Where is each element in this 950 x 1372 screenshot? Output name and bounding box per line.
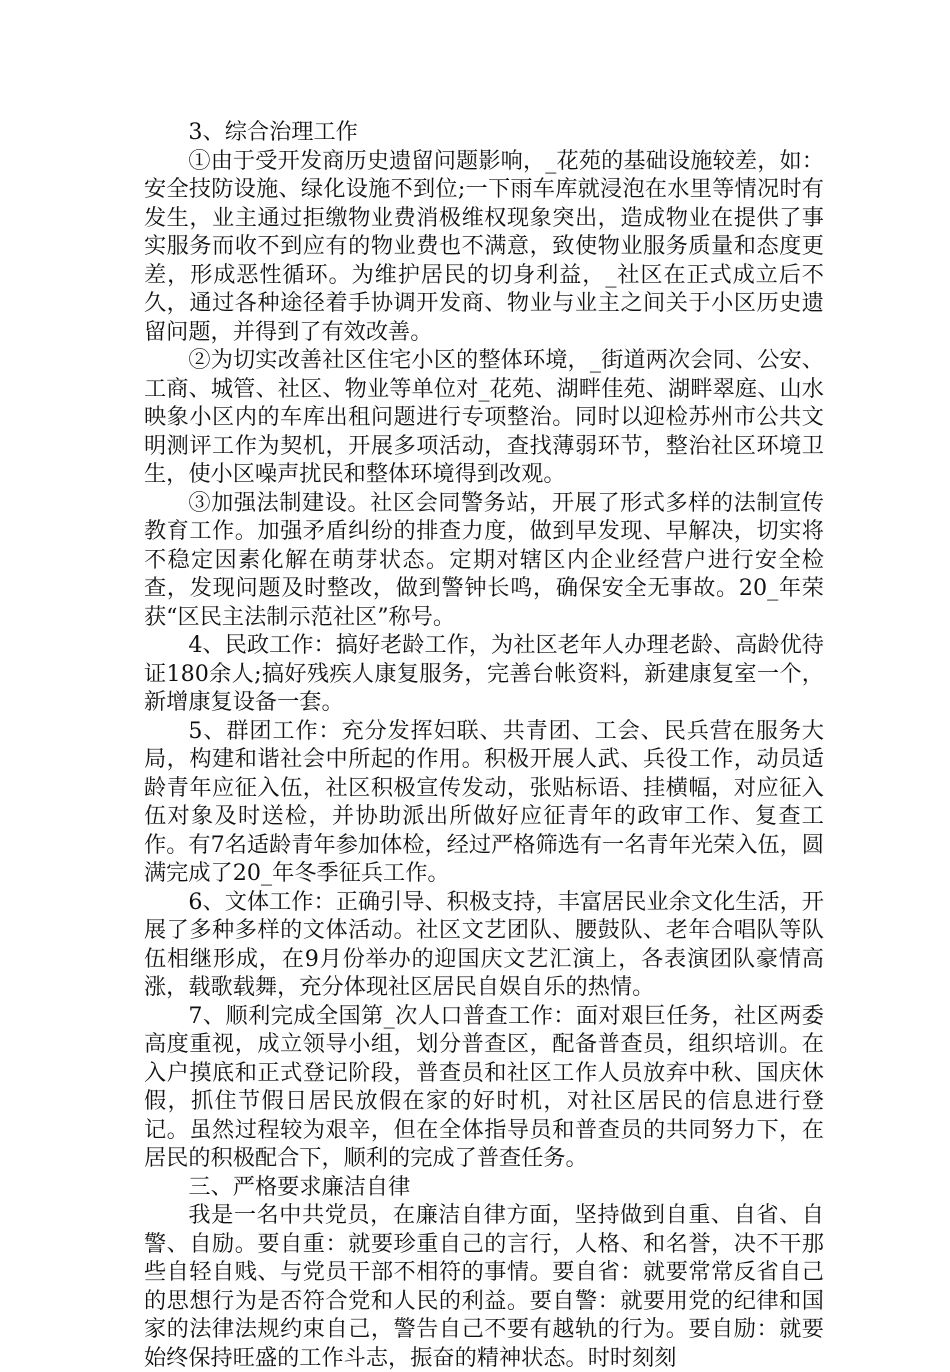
paragraph-census: 7、顺利完成全国第_次人口普查工作：面对艰巨任务，社区两委高度重视，成立领导小组，划分普查区，配备普查员，组织培训。在入户摸底和正式登记阶段，普查员和社区工作人员放弃中秋、国庆休假，抓住节假日居民放假在家的好时机，对社区居民的信息进行登记。虽然过程较为艰辛，但在全体指导员和普查员的共同努力下，在居民的积极配合下，顺利的完成了普查任务。 <box>144 1002 824 1171</box>
paragraph-governance-item-3: ③加强法制建设。社区会同警务站，开展了形式多样的法制宣传教育工作。加强矛盾纠纷的排查力度，做到早发现、早解决，切实将不稳定因素化解在萌芽状态。定期对辖区内企业经营户进行安全检查，发现问题及时整改，做到警钟长鸣，确保安全无事故。20_年荣获“区民主法制示范社区”称号。 <box>144 489 824 630</box>
paragraph-culture-sports: 6、文体工作：正确引导、积极支持，丰富居民业余文化生活，开展了多种多样的文体活动。社区文艺团队、腰鼓队、老年合唱队等队伍相继形成，在9月份举办的迎国庆文艺汇演上，各表演团队豪情高涨，载歌载舞，充分体现社区居民自娱自乐的热情。 <box>144 888 824 1000</box>
document-body <box>144 118 824 1372</box>
paragraph-mass-organizations: 5、群团工作：充分发挥妇联、共青团、工会、民兵营在服务大局，构建和谐社会中所起的作用。积极开展人武、兵役工作，动员适龄青年应征入伍，社区积极宣传发动，张贴标语、挂横幅，对应征入伍对象及时送检，并协助派出所做好应征青年的政审工作、复查工作。有7名适龄青年参加体检，经过严格筛选有一名青年光荣入伍，圆满完成了20_年冬季征兵工作。 <box>144 717 824 886</box>
paragraph-governance-item-2: ②为切实改善社区住宅小区的整体环境，_街道两次会同、公安、工商、城管、社区、物业等单位对_花苑、湖畔佳苑、湖畔翠庭、山水映象小区内的车库出租问题进行专项整治。同时以迎检苏州市公共文明测评工作为契机，开展多项活动，查找薄弱环节，整治社区环境卫生，使小区噪声扰民和整体环境得到改观。 <box>144 347 824 487</box>
paragraph-self-discipline: 我是一名中共党员，在廉洁自律方面，坚持做到自重、自省、自警、自励。要自重：就要珍重自己的言行，人格、和名誉，决不干那些自轻自贱、与党员干部不相符的事情。要自省：就要常常反省自己的思想行为是否符合党和人民的利益。要自警：就要用党的纪律和国家的法律法规约束自己，警告自己不要有越轨的行为。要自励：就要始终保持旺盛的工作斗志，振奋的精神状态。时时刻刻 <box>144 1202 824 1371</box>
section-heading-comprehensive-governance: 3、综合治理工作 <box>188 119 358 145</box>
paragraph-governance-item-1: ①由于受开发商历史遗留问题影响，_花苑的基础设施较差，如：安全技防设施、绿化设施不到位;一下雨车库就浸泡在水里等情况时有发生，业主通过拒缴物业费消极维权现象突出，造成物业在提供了事实服务而收不到应有的物业费也不满意，致使物业服务质量和态度更差，形成恶性循环。为维护居民的切身利益，_社区在正式成立后不久，通过各种途径着手协调开发商、物业与业主之间关于小区历史遗留问题，并得到了有效改善。 <box>144 147 824 345</box>
section-heading-self-discipline: 三、严格要求廉洁自律 <box>188 1173 411 1200</box>
paragraph-civil-affairs: 4、民政工作：搞好老龄工作，为社区老年人办理老龄、高龄优待证180余人;搞好残疾人康复服务，完善台帐资料，新建康复室一个，新增康复设备一套。 <box>144 632 824 715</box>
